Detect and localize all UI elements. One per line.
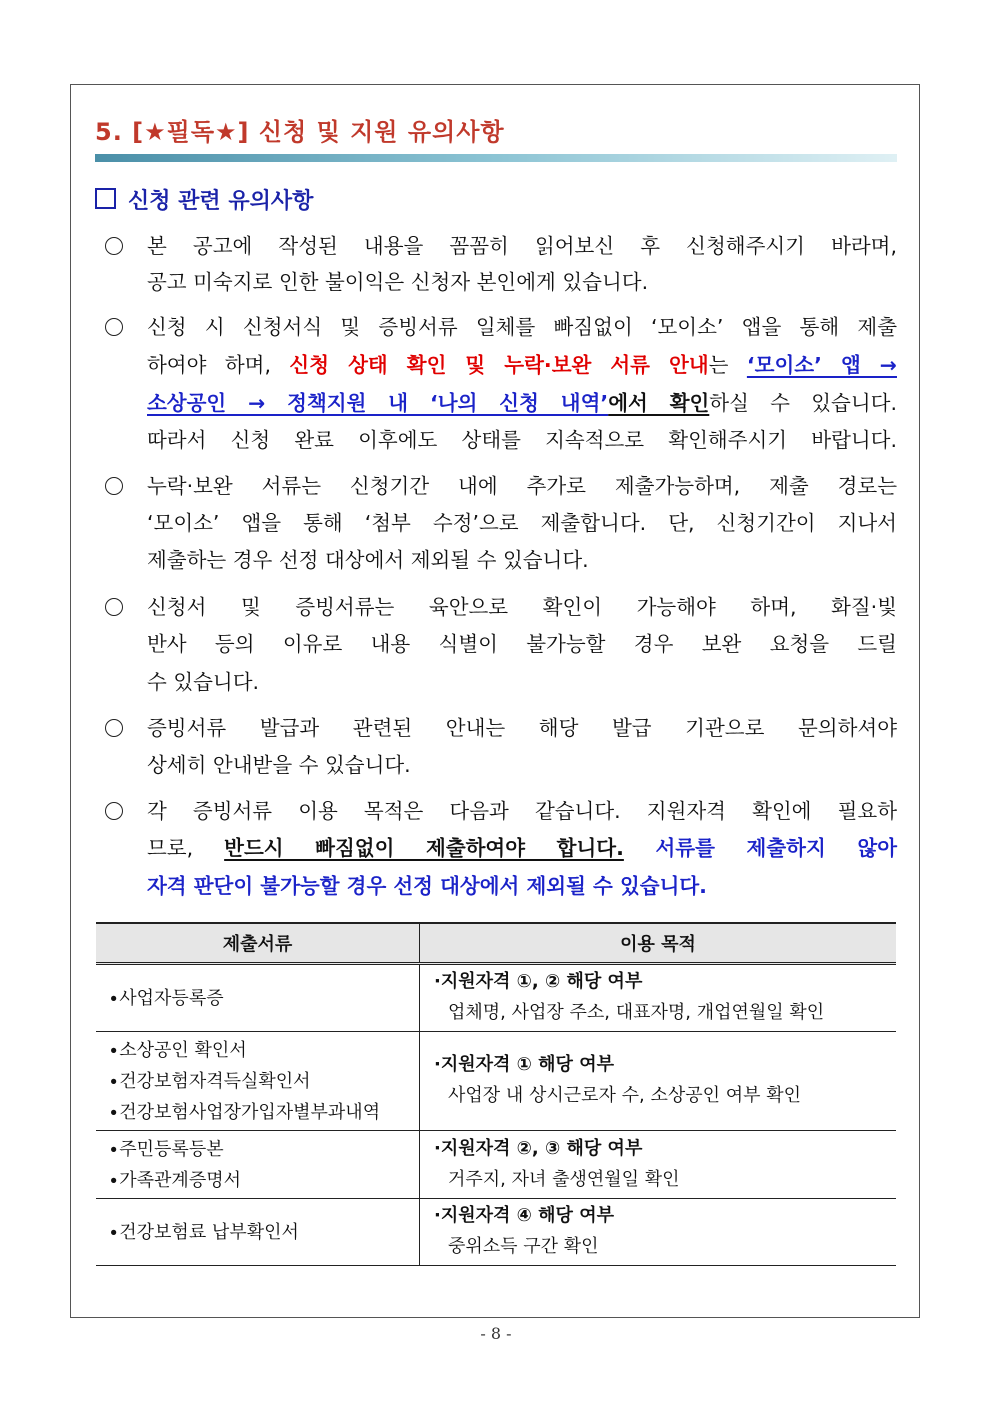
highlight-red: 신청 상태 확인 및 누락·보완 서류 안내 — [289, 353, 709, 377]
section-title: 5. [★필독★] 신청 및 지원 유의사항 — [95, 118, 505, 146]
item-line: ‘모이소’ 앱을 통해 ‘첨부 수정’으로 제출합니다. 단, 신청기간이 지나서 — [147, 511, 897, 535]
highlight-bold: 에서 확인 — [608, 391, 710, 415]
purpose-cell — [420, 1131, 897, 1199]
circle-bullet-icon — [105, 477, 123, 495]
item-line: 공고 미숙지로 인한 불이익은 신청자 본인에게 있습니다. — [147, 270, 649, 294]
purpose-title: ∙지원자격 ④ 해당 여부 — [434, 1205, 614, 1226]
circle-bullet-icon — [105, 237, 123, 255]
document-item: ∙건강보험료 납부확인서 — [108, 1221, 299, 1243]
item-line: 소상공인 → 정책지원 내 ‘나의 신청 내역’에서 확인하실 수 있습니다. — [147, 391, 897, 415]
documents-table — [96, 922, 896, 1266]
purpose-title: ∙지원자격 ①, ② 해당 여부 — [434, 971, 643, 992]
subheading — [95, 184, 313, 215]
highlight-blue: 서류를 제출하지 않아 — [623, 836, 897, 860]
purpose-cell — [420, 1199, 897, 1266]
purpose-detail: 거주지, 자녀 출생연월일 확인 — [448, 1168, 680, 1190]
item-line: 상세히 안내받을 수 있습니다. — [147, 753, 411, 777]
header-documents: 제출서류 — [96, 923, 420, 964]
square-bullet-icon — [95, 188, 116, 209]
purpose-title: ∙지원자격 ① 해당 여부 — [434, 1054, 614, 1075]
item-line: 므로, 반드시 빠짐없이 제출하여야 합니다. 서류를 제출하지 않아 — [147, 836, 897, 860]
document-item: ∙사업자등록증 — [108, 987, 224, 1009]
purpose-cell — [420, 1032, 897, 1131]
header-purpose: 이용 목적 — [420, 923, 897, 964]
table-header-row — [96, 923, 896, 964]
item-line: 따라서 신청 완료 이후에도 상태를 지속적으로 확인해주시기 바랍니다. — [147, 428, 897, 452]
table-row — [96, 1032, 896, 1131]
item-line: 본 공고에 작성된 내용을 꼼꼼히 읽어보신 후 신청해주시기 바라며, — [147, 234, 897, 258]
circle-bullet-icon — [105, 318, 123, 336]
documents-cell — [96, 1131, 420, 1199]
purpose-detail: 사업장 내 상시근로자 수, 소상공인 여부 확인 — [448, 1085, 802, 1106]
table-row — [96, 1199, 896, 1266]
document-item: ∙주민등록등본 — [108, 1138, 224, 1160]
document-item: ∙소상공인 확인서 — [108, 1039, 247, 1061]
item-line: 반사 등의 이유로 내용 식별이 불가능할 경우 보완 요청을 드릴 — [147, 632, 897, 656]
page-number: - 8 - — [480, 1324, 512, 1343]
purpose-detail: 업체명, 사업장 주소, 대표자명, 개업연월일 확인 — [448, 1002, 825, 1023]
item-line: 제출하는 경우 선정 대상에서 제외될 수 있습니다. — [147, 548, 589, 572]
item-line: 신청서 및 증빙서류는 육안으로 확인이 가능해야 하며, 화질·빛 — [147, 595, 897, 619]
item-line: 증빙서류 발급과 관련된 안내는 해당 발급 기관으로 문의하셔야 — [147, 716, 897, 740]
documents-cell — [96, 964, 420, 1032]
highlight-blue: 소상공인 → 정책지원 내 ‘나의 신청 내역’ — [147, 391, 609, 415]
title-underline-bar — [95, 154, 897, 162]
purpose-detail: 중위소득 구간 확인 — [448, 1236, 599, 1257]
highlight-bold: 반드시 빠짐없이 제출하여야 합니다. — [224, 836, 624, 860]
document-item: ∙가족관계증명서 — [108, 1169, 241, 1191]
purpose-title: ∙지원자격 ②, ③ 해당 여부 — [434, 1137, 643, 1159]
purpose-cell — [420, 964, 897, 1032]
item-line: 신청 시 신청서식 및 증빙서류 일체를 빠짐없이 ‘모이소’ 앱을 통해 제출 — [147, 315, 897, 339]
item-line: 각 증빙서류 이용 목적은 다음과 같습니다. 지원자격 확인에 필요하 — [147, 799, 897, 823]
document-item: ∙건강보험자격득실확인서 — [108, 1070, 311, 1092]
item-line: 누락·보완 서류는 신청기간 내에 추가로 제출가능하며, 제출 경로는 — [147, 474, 897, 498]
table-row — [96, 964, 896, 1032]
table-row — [96, 1131, 896, 1199]
document-item: ∙건강보험사업장가입자별부과내역 — [108, 1101, 381, 1123]
item-line: 수 있습니다. — [147, 670, 260, 694]
circle-bullet-icon — [105, 598, 123, 616]
documents-cell — [96, 1032, 420, 1131]
circle-bullet-icon — [105, 719, 123, 737]
item-line: 하여야 하며, 신청 상태 확인 및 누락·보완 서류 안내는 ‘모이소’ 앱 → — [147, 353, 897, 377]
circle-bullet-icon — [105, 802, 123, 820]
highlight-blue: ‘모이소’ 앱 → — [746, 353, 897, 377]
subheading-text: 신청 관련 유의사항 — [128, 189, 314, 214]
documents-cell — [96, 1199, 420, 1266]
item-line — [147, 873, 897, 899]
highlight-blue: 자격 판단이 불가능할 경우 선정 대상에서 제외될 수 있습니다. — [147, 874, 707, 898]
